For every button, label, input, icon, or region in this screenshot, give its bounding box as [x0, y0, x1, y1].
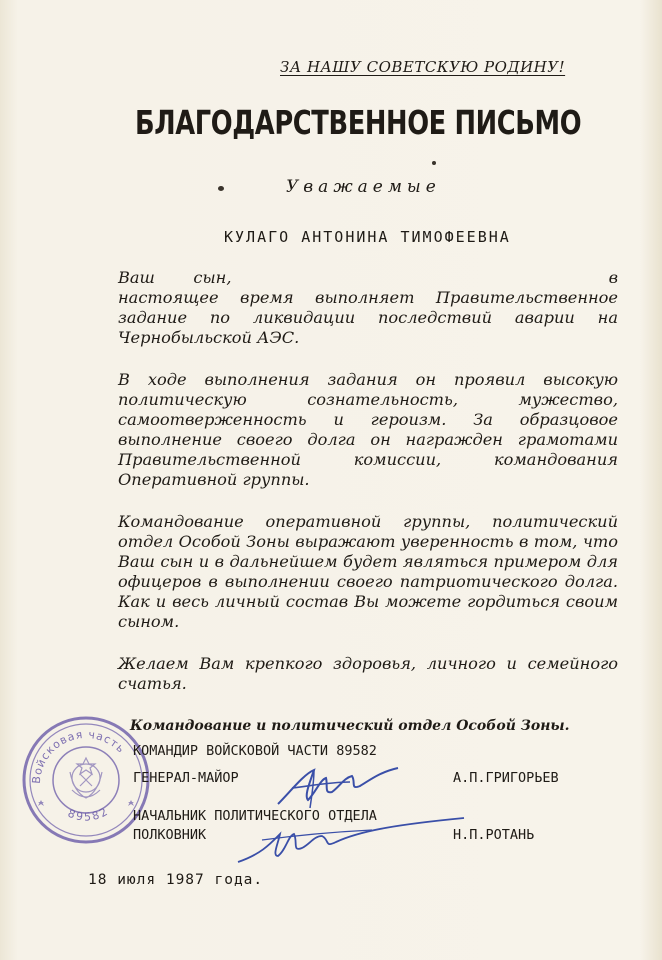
letter-title: БЛАГОДАРСТВЕННОЕ ПИСЬМО	[135, 103, 582, 142]
political-name: Н.П.РОТАНЬ	[453, 827, 535, 843]
ink-speck	[218, 186, 224, 191]
paragraph-3: Командование оперативной группы, политический отдел Особой Зоны выражают уверенность в том, что Ваш сын и в дальнейшем будет являться примером для офицеров в выполнении своего патриотического долга. Как и весь личный состав Вы можете гордиться своим сыном.	[118, 512, 618, 631]
stamp-number: 89582	[65, 804, 112, 824]
paragraph-1-lead: Ваш сын,	[118, 268, 232, 287]
commander-rank: ГЕНЕРАЛ-МАЙОР	[133, 770, 239, 786]
letter-date: 18 июля 1987 года.	[88, 872, 264, 888]
commander-position: КОМАНДИР ВОЙСКОВОЙ ЧАСТИ 89582	[133, 743, 377, 759]
svg-text:89582	[66, 804, 111, 823]
political-rank: ПОЛКОВНИК	[133, 827, 207, 843]
recipient-name: КУЛАГО АНТОНИНА ТИМОФЕЕВНА	[224, 228, 511, 246]
svg-text:Войсковая часть	[30, 728, 128, 784]
paragraph-1	[118, 268, 618, 348]
political-signature	[232, 812, 472, 870]
paragraph-2: В ходе выполнения задания он проявил высокую политическую сознательность, мужество, самоотверженность и героизм. За образцовое выполнение своего долга он награжден грамотами Правительственной комиссии, командования Оперативной группы.	[118, 370, 618, 489]
commander-name: А.П.ГРИГОРЬЕВ	[453, 770, 559, 786]
ink-speck	[432, 161, 436, 165]
paragraph-1-text: в настоящее время выполняет Правительственное задание по ликвидации последствий аварии на Чернобыльской АЭС.	[118, 268, 618, 347]
paragraph-4: Желаем Вам крепкого здоровья, личного и семейного счатья.	[118, 654, 618, 693]
greeting: Уважаемые	[286, 177, 441, 197]
political-position: НАЧАЛЬНИК ПОЛИТИЧЕСКОГО ОТДЕЛА	[133, 808, 377, 824]
slogan: ЗА НАШУ СОВЕТСКУЮ РОДИНУ!	[280, 58, 566, 76]
emblem-icon	[70, 758, 102, 798]
signature-header: Командование и политический отдел Особой Зоны.	[130, 718, 570, 734]
stamp-text: Войсковая часть	[29, 727, 128, 785]
